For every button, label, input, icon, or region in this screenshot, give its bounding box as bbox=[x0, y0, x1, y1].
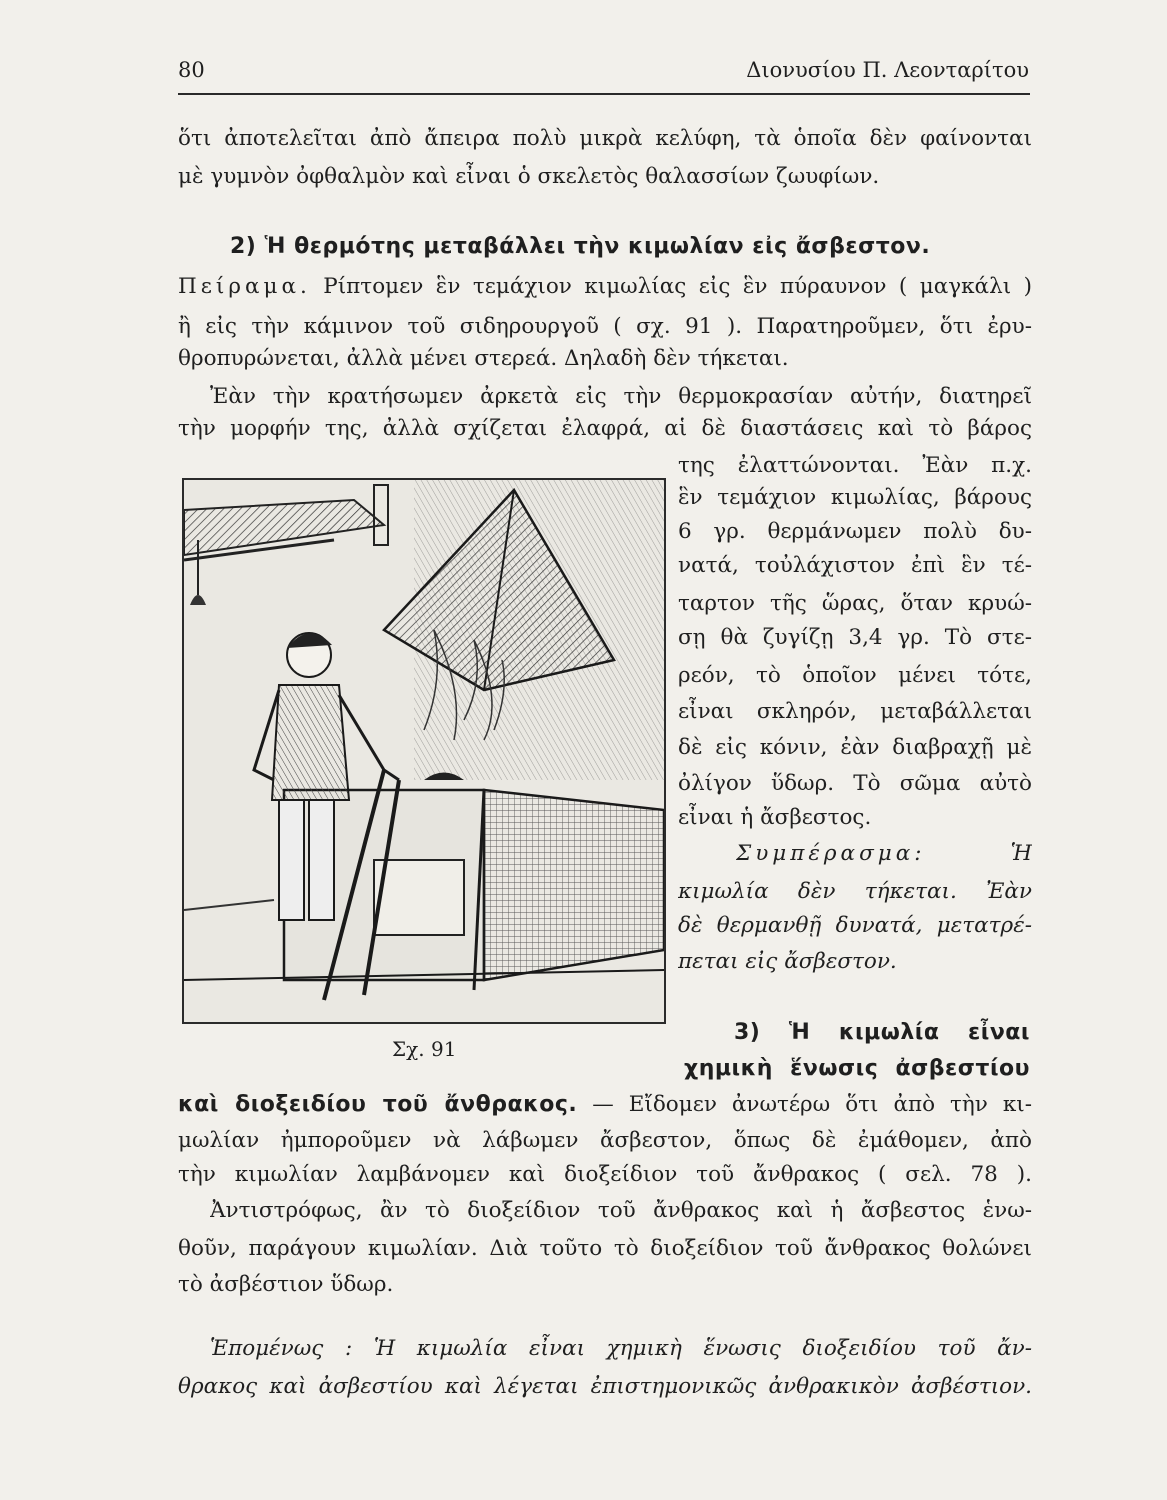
page-number: 80 bbox=[178, 58, 205, 82]
intro-line-2: μὲ γυμνὸν ὀφθαλμὸν καὶ εἶναι ὁ σκελετὸς θαλασσίων ζωυφίων. bbox=[178, 164, 880, 189]
conclusion-line-1 bbox=[736, 839, 1032, 869]
section-3-heading-line-1: 3) Ἡ κιμωλία εἶναι bbox=[734, 1020, 1030, 1045]
experiment-label: Πείραμα. bbox=[178, 274, 311, 299]
conclusion-label: Συμπέρασμα: bbox=[736, 841, 926, 866]
final-conclusion-line-2: θρακος καὶ ἀσβεστίου καὶ λέγεται ἐπιστημονικῶς ἀνθρακικὸν ἀσβέστιον. bbox=[178, 1374, 1032, 1399]
section-3-line-4: Ἀντιστρόφως, ἂν τὸ διοξείδιον τοῦ ἄνθρακος καὶ ἡ ἄσβεστος ἑνω- bbox=[210, 1198, 1032, 1223]
right-column-line: δὲ εἰς κόνιν, ἐὰν διαβραχῇ μὲ bbox=[678, 735, 1032, 760]
section-2-line-4: Ἐὰν τὴν κρατήσωμεν ἀρκετὰ εἰς τὴν θερμοκρασίαν αὐτήν, διατηρεῖ bbox=[210, 384, 1032, 409]
conclusion-line-2: κιμωλία δὲν τήκεται. Ἐὰν bbox=[678, 879, 1032, 904]
right-column-line: 6 γρ. θερμάνωμεν πολὺ δυ- bbox=[678, 519, 1032, 544]
right-column-line: σῃ θὰ ζυγίζῃ 3,4 γρ. Τὸ στε- bbox=[678, 625, 1032, 650]
right-column-line: νατά, τοὐλάχιστον ἐπὶ ἓν τέ- bbox=[678, 553, 1032, 578]
section-3-heading-line-3: καὶ διοξειδίου τοῦ ἄνθρακος. bbox=[178, 1092, 578, 1117]
figure-caption: Σχ. 91 bbox=[392, 1037, 457, 1061]
blacksmith-forge-drawing bbox=[184, 480, 664, 1022]
section-2-heading: 2) Ἡ θερμότης μεταβάλλει τὴν κιμωλίαν εἰς ἄσβεστον. bbox=[230, 234, 931, 259]
section-2-line-1 bbox=[178, 272, 1032, 302]
section-3-line-2: μωλίαν ἠμποροῦμεν νὰ λάβωμεν ἄσβεστον, ὅπως δὲ ἐμάθομεν, ἀπὸ bbox=[178, 1128, 1032, 1153]
conclusion-line-4: πεται εἰς ἄσβεστον. bbox=[678, 949, 897, 974]
figure-91-illustration bbox=[182, 478, 666, 1024]
section-3-line-1 bbox=[178, 1090, 1032, 1120]
section-2-line-5: τὴν μορφήν της, ἀλλὰ σχίζεται ἐλαφρά, αἱ δὲ διαστάσεις καὶ τὸ βάρος bbox=[178, 416, 1032, 441]
section-3-line-5: θοῦν, παράγουν κιμωλίαν. Διὰ τοῦτο τὸ διοξείδιον τοῦ ἄνθρακος θολώνει bbox=[178, 1236, 1032, 1261]
right-column-line: εἶναι ἡ ἄσβεστος. bbox=[678, 805, 872, 830]
section-2-line-3: θροπυρώνεται, ἀλλὰ μένει στερεά. Δηλαδὴ δὲν τήκεται. bbox=[178, 346, 789, 371]
right-column-line: ὀλίγον ὕδωρ. Τὸ σῶμα αὐτὸ bbox=[678, 771, 1032, 796]
section-3-heading-line-2: χημικὴ ἕνωσις ἀσβεστίου bbox=[684, 1056, 1030, 1081]
final-conclusion-line-1: Ἑπομένως : Ἡ κιμωλία εἶναι χημικὴ ἕνωσις διοξειδίου τοῦ ἄν- bbox=[210, 1336, 1032, 1361]
right-column-line: ρεόν, τὸ ὁποῖον μένει τότε, bbox=[678, 663, 1032, 688]
right-column-line: ἓν τεμάχιον κιμωλίας, βάρους bbox=[678, 485, 1032, 510]
right-column-line: της ἐλαττώνονται. Ἐὰν π.χ. bbox=[678, 453, 1032, 478]
section-3-line-3: τὴν κιμωλίαν λαμβάνομεν καὶ διοξείδιον τοῦ ἄνθρακος ( σελ. 78 ). bbox=[178, 1162, 1032, 1187]
intro-line-1: ὅτι ἀποτελεῖται ἀπὸ ἄπειρα πολὺ μικρὰ κελύφη, τὰ ὁποῖα δὲν φαίνονται bbox=[178, 126, 1032, 151]
conclusion-text: Ἡ bbox=[1010, 841, 1032, 866]
right-column-line: ταρτον τῆς ὥρας, ὅταν κρυώ- bbox=[678, 591, 1032, 616]
section-3-line-1-text: — Εἴδομεν ἀνωτέρω ὅτι ἀπὸ τὴν κι- bbox=[592, 1092, 1032, 1117]
section-2-line-1-text: Ρίπτομεν ἓν τεμάχιον κιμωλίας εἰς ἓν πύραυνον ( μαγκάλι ) bbox=[323, 274, 1032, 299]
conclusion-line-3: δὲ θερμανθῇ δυνατά, μετατρέ- bbox=[678, 913, 1032, 938]
section-2-line-2: ἢ εἰς τὴν κάμινον τοῦ σιδηρουργοῦ ( σχ. 91 ). Παρατηροῦμεν, ὅτι ἐρυ- bbox=[178, 314, 1032, 339]
header-rule bbox=[178, 93, 1030, 95]
right-column-line: εἶναι σκληρόν, μεταβάλλεται bbox=[678, 699, 1032, 724]
section-3-line-6: τὸ ἀσβέστιον ὕδωρ. bbox=[178, 1272, 394, 1297]
running-header-author: Διονυσίου Π. Λεονταρίτου bbox=[746, 58, 1029, 82]
